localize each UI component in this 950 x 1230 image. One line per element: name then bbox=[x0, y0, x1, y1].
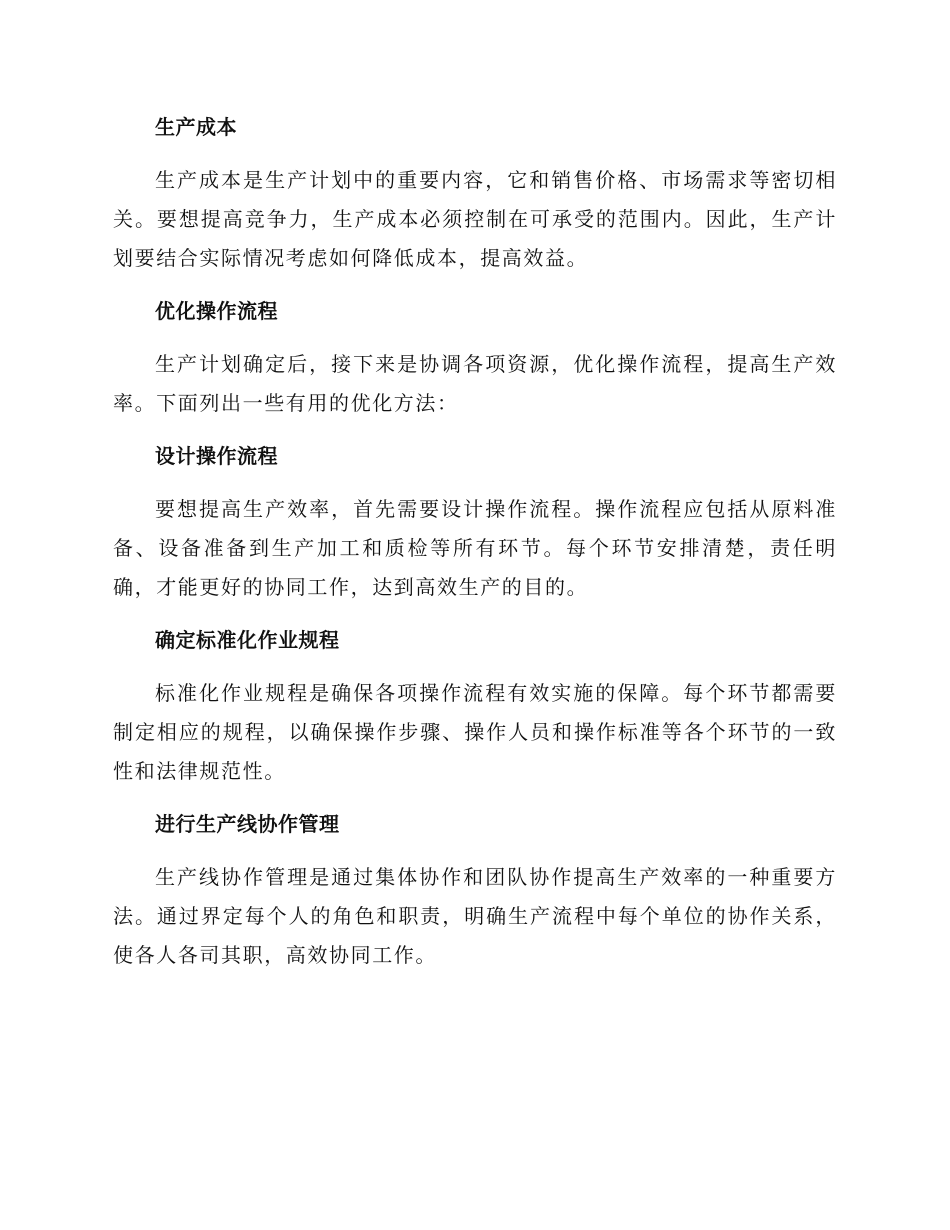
document-body bbox=[113, 108, 837, 989]
section-heading-standard-procedures: 确定标准化作业规程 bbox=[155, 628, 340, 652]
section-paragraph-standard-procedures: 标准化作业规程是确保各项操作流程有效实施的保障。每个环节都需要制定相应的规程，以确保操作步骤、操作人员和操作标准等各个环节的一致性和法律规范性。 bbox=[113, 681, 837, 783]
section-paragraph-production-cost: 生产成本是生产计划中的重要内容，它和销售价格、市场需求等密切相关。要想提高竞争力，生产成本必须控制在可承受的范围内。因此，生产计划要结合实际情况考虑如何降低成本，提高效益。 bbox=[113, 168, 837, 270]
section-paragraph-line-collaboration: 生产线协作管理是通过集体协作和团队协作提高生产效率的一种重要方法。通过界定每个人的角色和职责，明确生产流程中每个单位的协作关系，使各人各司其职，高效协同工作。 bbox=[113, 865, 837, 967]
section-heading-design-process: 设计操作流程 bbox=[155, 444, 278, 468]
section-paragraph-optimize-process: 生产计划确定后，接下来是协调各项资源，优化操作流程，提高生产效率。下面列出一些有用的优化方法： bbox=[113, 352, 837, 415]
section-paragraph-design-process: 要想提高生产效率，首先需要设计操作流程。操作流程应包括从原料准备、设备准备到生产加工和质检等所有环节。每个环节安排清楚，责任明确，才能更好的协同工作，达到高效生产的目的。 bbox=[113, 497, 837, 599]
section-heading-optimize-process: 优化操作流程 bbox=[155, 299, 278, 323]
section-heading-production-cost: 生产成本 bbox=[155, 115, 237, 139]
section-heading-line-collaboration: 进行生产线协作管理 bbox=[155, 812, 340, 836]
